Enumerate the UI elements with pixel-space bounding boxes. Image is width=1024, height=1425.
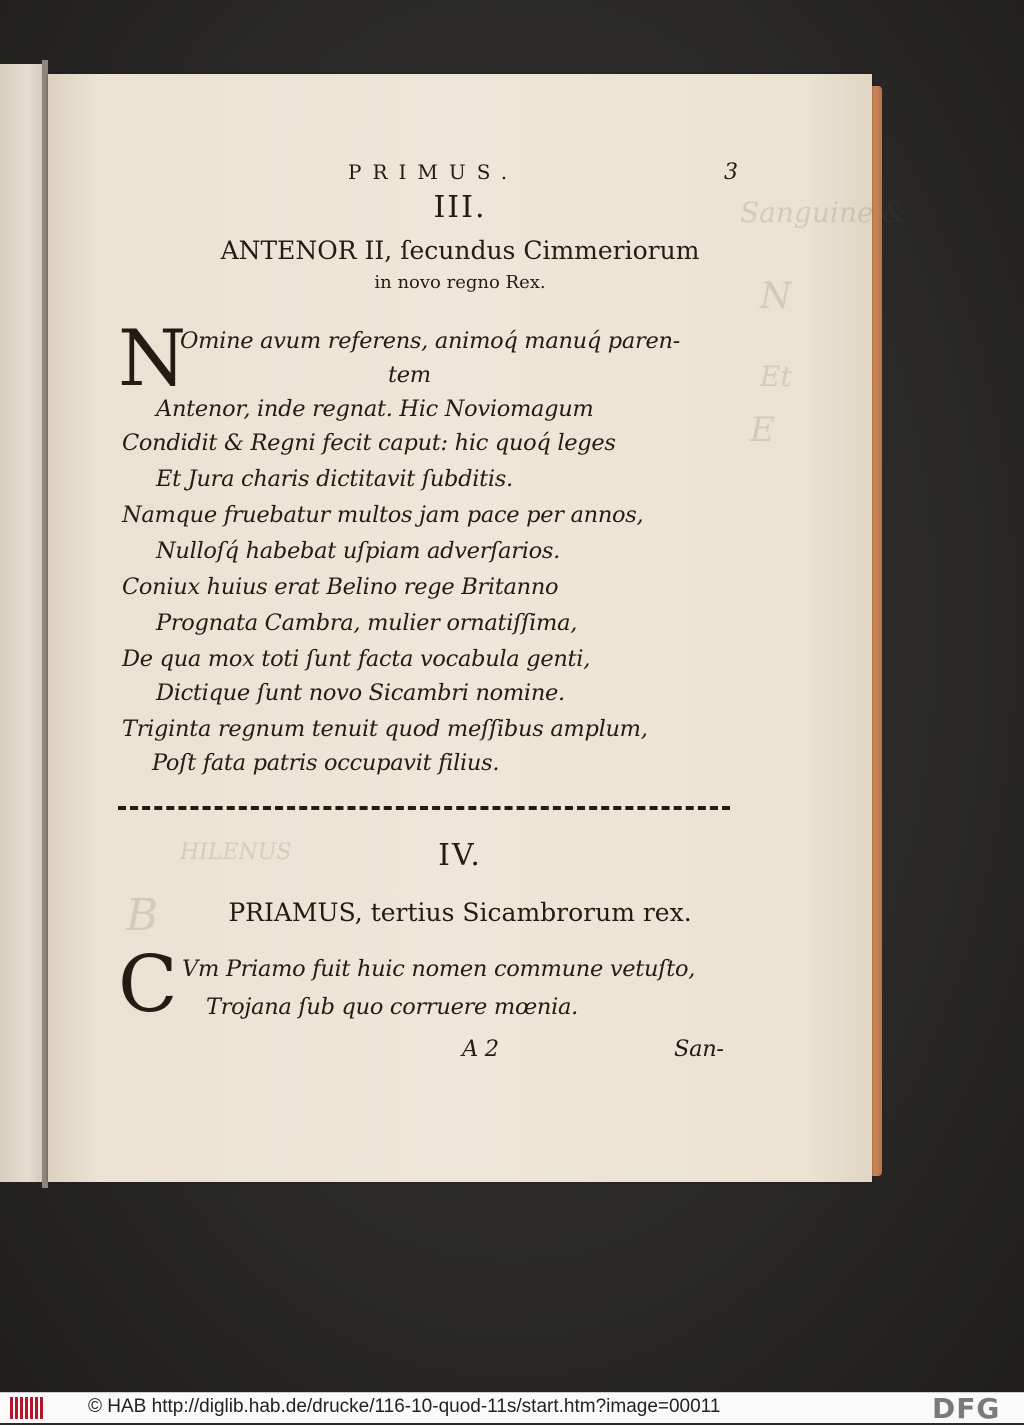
show-through: N <box>760 276 792 317</box>
verse-line: Condidit & Regni fecit caput: hic quoq́ leges <box>122 430 616 456</box>
drop-capital: C <box>118 940 178 1030</box>
verse-line: Omine avum referens, animoq́ manuq́ paren- <box>180 328 680 354</box>
section-divider <box>118 806 730 810</box>
hab-logo-icon <box>10 1397 44 1419</box>
show-through: HILENUS <box>180 840 292 865</box>
verse-line: Et Jura charis dictitavit ſubditis. <box>156 466 513 492</box>
section-number: III. <box>433 190 487 225</box>
verse-line: De qua mox toti ſunt facta vocabula genti, <box>122 646 591 672</box>
verse-line: Triginta regnum tenuit quod meſſibus amplum, <box>122 716 648 742</box>
show-through: E <box>750 410 775 450</box>
source-link[interactable]: © HAB http://diglib.hab.de/drucke/116-10-quod-11s/start.htm?image=00011 <box>88 1396 721 1417</box>
verse-line: Nulloſq́ habebat uſpiam adverſarios. <box>156 538 560 564</box>
verse-line: Namque fruebatur multos jam pace per annos, <box>122 502 644 528</box>
verse-line: tem <box>388 362 431 388</box>
footer-bar <box>0 1392 1024 1423</box>
facing-page-edge <box>0 64 48 1182</box>
section-title: PRIAMUS, tertius Sicambrorum rex. <box>228 898 692 927</box>
show-through: B <box>126 890 159 941</box>
section-number: IV. <box>438 838 482 873</box>
signature-mark: A 2 <box>462 1036 499 1062</box>
show-through: Sanguine & <box>740 196 908 229</box>
verse-line: Dictique ſunt novo Sicambri nomine. <box>156 680 565 706</box>
verse-line: Coniux huius erat Belino rege Britanno <box>122 574 559 600</box>
catchword: San- <box>674 1036 724 1062</box>
verse-line: Trojana ſub quo corruere mœnia. <box>206 994 578 1020</box>
dfg-logo: DFG <box>932 1392 1001 1425</box>
verse-line: Vm Priamo fuit huic nomen commune vetuſto, <box>182 956 696 982</box>
drop-capital: N <box>118 314 187 404</box>
verse-line: Prognata Cambra, mulier ornatiſſima, <box>156 610 578 636</box>
page-number: 3 <box>724 160 738 185</box>
show-through: Et <box>760 360 792 393</box>
section-subtitle: in novo regno Rex. <box>374 272 546 293</box>
running-head: PRIMUS. <box>348 160 519 184</box>
verse-line: Antenor, inde regnat. Hic Noviomagum <box>156 396 594 422</box>
section-title: ANTENOR II, ſecundus Cimmeriorum <box>220 236 700 265</box>
verse-line: Poſt fata patris occupavit filius. <box>152 750 500 776</box>
